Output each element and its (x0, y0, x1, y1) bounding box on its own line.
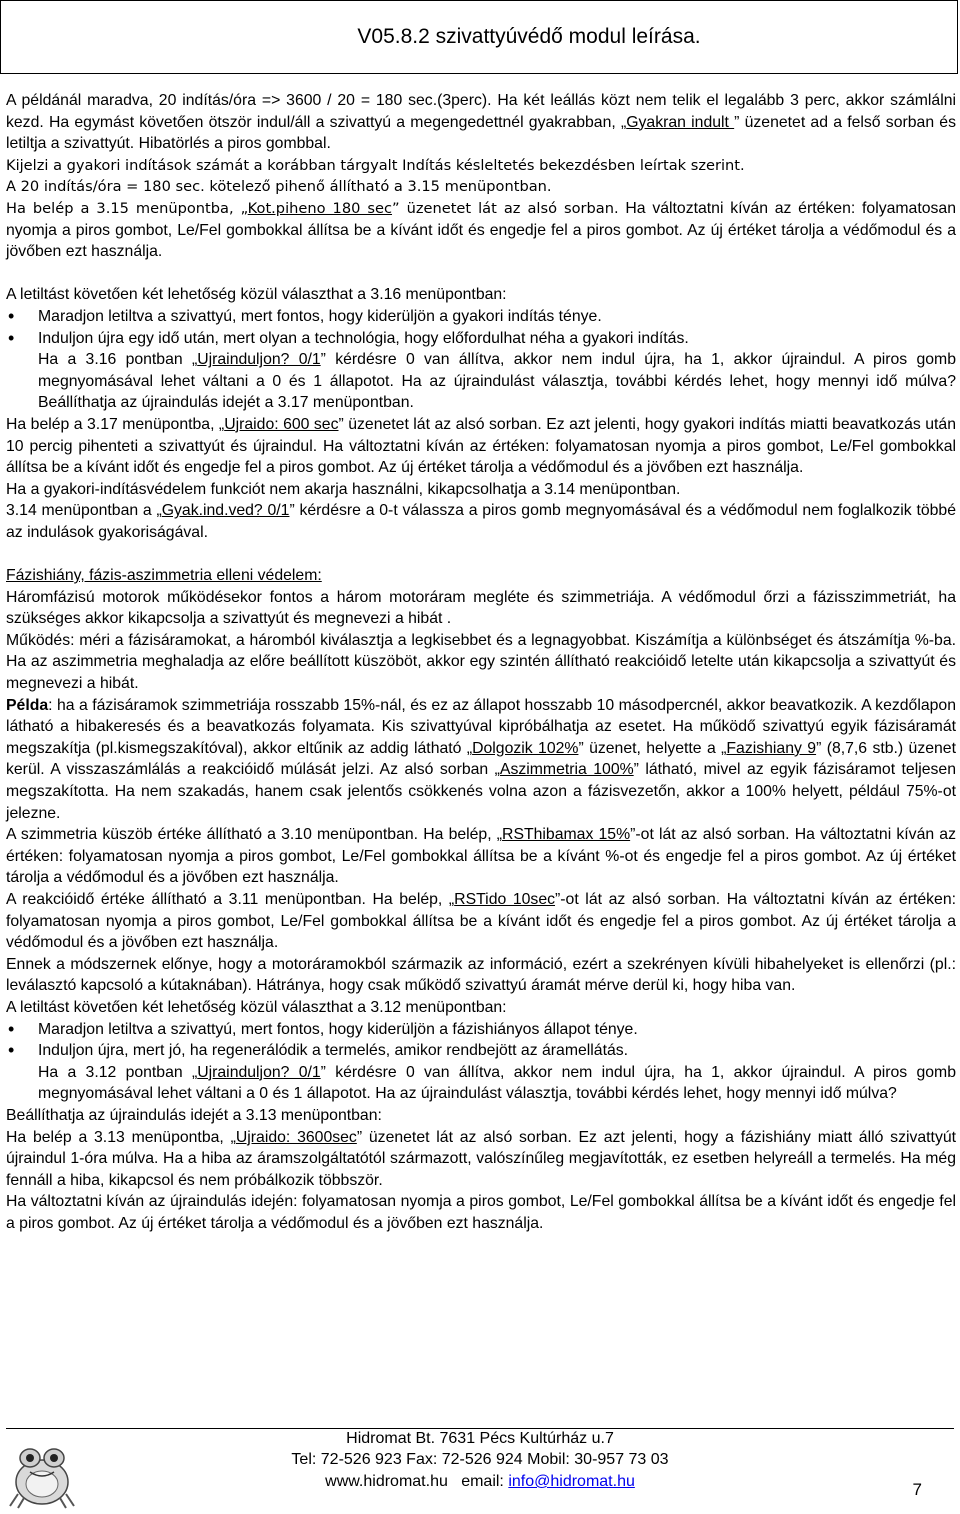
paragraph-disable-function: Ha a gyakori-indításvédelem funkciót nem akarja használni, kikapcsolhatja a 3.14 menüpontban. (6, 480, 681, 498)
paragraph-312-intro: A letiltást követően két lehetőség közül választhat a 3.12 menüpontban: (6, 998, 507, 1016)
footer-contacts: Tel: 72-526 923 Fax: 72-526 924 Mobil: 30-957 73 03 (291, 1451, 669, 1468)
email-link[interactable]: info@hidromat.hu (508, 1473, 635, 1490)
lcd-message-fazishiany: Fazishiany 9 (726, 739, 817, 757)
options-list-316 (6, 306, 956, 349)
lcd-message-dolgozik: Dolgozik 102% (472, 739, 579, 757)
lcd-message-gyakindved: Gyak.ind.ved? 0/1 (161, 502, 290, 520)
footer-company: Hidromat Bt. 7631 Pécs Kultúrház u.7 (346, 1430, 614, 1447)
page-number: 7 (912, 1480, 922, 1499)
page-footer (0, 1428, 960, 1514)
lcd-message-aszimmetria: Aszimmetria 100% (499, 761, 634, 779)
list-item: • Induljon újra, mert jó, ha regenerálódik a termelés, amikor rendbejött az áramellátás. (38, 1040, 956, 1062)
lcd-message-rsthibamax: RSThibamax 15% (502, 826, 631, 844)
paragraph-menu-311: A reakcióidő értéke állítható a 3.11 menüpontban. Ha belép, „RSTido 10sec”-ot lát az alsó sorban. Ha változtatni kíván az értéken: folyamatosan nyomja a piros gombot, Le/Fel gombokkal állítsa be a kívánt időt és engedje fel a piros gombot. Az új értéket tárolja a védőmodul és a jövőben ezt használja. (6, 890, 956, 952)
lcd-message-ujraido-313: Ujraido: 3600sec (235, 1128, 357, 1146)
lcd-message-rsttido: RSTido 10sec (454, 890, 556, 908)
options-list-312 (6, 1019, 956, 1062)
list-item: • Maradjon letiltva a szivattyú, mert fontos, hogy kiderüljön a gyakori indítás ténye. (38, 306, 956, 328)
paragraph-operation: Működés: méri a fázisáramokat, a háromból kiválasztja a legkisebbet és a legnagyobbat. Kiszámítja a különbséget és átszámítja %-ba. Ha az aszimmetria meghaladja az előre beállított küszöböt, akkor egy szintén állítható reakcióidő letelte után kikapcsolja a szivattyút és megnevezi a hibát. (6, 631, 956, 693)
lcd-message-kotpiheno: Kot.piheno 180 sec (247, 199, 393, 217)
paragraph-312-restart: Ha a 3.12 pontban „Ujrainduljon? 0/1” kérdésre 0 van állítva, akkor nem indul újra, ha 1, akkor újraindul. A piros gomb megnyomásával lehet váltani a 0 és 1 állapotot. Ha az újraindulást választja, további kérdés lehet, hogy mennyi idő múlva? (38, 1063, 956, 1103)
page-header (0, 0, 958, 74)
list-item: • Maradjon letiltva a szivattyú, mert fontos, hogy kiderüljön a fázishiányos állapot ténye. (38, 1019, 956, 1041)
paragraph-menu-313: Ha belép a 3.13 menüpontba, „Ujraido: 3600sec” üzenetet lát az alsó sorban. Ez azt jelenti, hogy a fázishiány miatt álló szivattyút újraindul 1-óra múlva. Ha a hiba az áramszolgáltatótól származott, valószínűleg megjavították, ez esetben helyreáll a termelés. Ha még fennáll a hiba, kikapcsol és nem próbálkozik többször. (6, 1128, 957, 1189)
lcd-message-ujraindul-312: Ujrainduljon? 0/1 (197, 1063, 321, 1081)
website-text: www.hidromat.hu (325, 1473, 448, 1490)
paragraph-restart-change: Ha változtatni kíván az újraindulás idején: folyamatosan nyomja a piros gombot, Le/Fel gombokkal állítsa be a kívánt időt és engedje fel a piros gombot. Az új értéket tárolja a védőmodul és a jövőben ezt használja. (6, 1193, 956, 1232)
document-body (6, 90, 956, 1234)
document-title: V05.8.2 szivattyúvédő modul leírása. (357, 25, 701, 48)
paragraph-pros-cons: Ennek a módszernek előnye, hogy a motoráramokból származik az információ, ezért a szekrényen kívüli hibahelyeket is ellenőrzi (pl.: leválasztó kapcsoló a kútaknában). Hátránya, hogy csak működő szivattyú áramát mérve derül ki, hogy hiba van. (6, 955, 956, 995)
paragraph-menu-317: Ha belép a 3.17 menüpontba, „Ujraido: 600 sec” üzenetet lát az alsó sorban. Ez azt jelenti, hogy gyakori indítás miatti beavatkozás után 10 percig pihenteti a szivattyút és újraindul. Ha változtatni kíván az értéken: folyamatosan nyomja a piros gombot, Le/Fel gombokkal állítsa be a kívánt időt és engedje fel a piros gombot. Az új értéket tárolja a védőmodul és a jövőben ezt használja. (6, 415, 956, 477)
paragraph-316-intro: A letiltást követően két lehetőség közül választhat a 3.16 menüpontban: (6, 286, 507, 304)
paragraph-rest-time: A 20 indítás/óra = 180 sec. kötelező pihenő állítható a 3.15 menüpontban. (6, 178, 552, 196)
lcd-message-ujraido: Ujraido: 600 sec (224, 415, 339, 433)
paragraph-example: Példa: ha a fázisáramok szimmetriája rosszabb 15%-nál, és ez az állapot hosszabb 10 másodpercnél, akkor beavatkozik. A kezdőlapon látható a hibakeresés és a beavatkozás folyamata. Kis szivattyúval kipróbálhatja az esetet. Ha működő szivattyú egyik fázisáramát megszakítja (pl.kismegszakítóval), akkor eltűnik az addig látható „Dolgozik 102%” üzenet, helyette a „Fazishiany 9” (8,7,6 stb.) üzenet kerül. A visszaszámlálás a reakcióidő múlását jelzi. Az alsó sorban „Aszimmetria 100%” látható, mivel az egyik fázisáramot teljesen megszakította. Ha nem szakadás, hanem csak jelentős csökkenés volna azon a fázisvezetőn, akkor a 100% helyett, például 75%-ot jelezne. (6, 696, 956, 822)
paragraph-frequent-start: A példánál maradva, 20 indítás/óra => 3600 / 20 = 180 sec.(3perc). Ha két leállás közt nem telik el legalább 3 perc, akkor számlálni kezd. Ha egymást követően ötször indul/áll a szivattyú a megengedettnél gyakrabban, „Gyakran indult ” üzenetet ad a felső sorban és letiltja a szivattyút. Hibatörlés a piros gombbal. (6, 92, 956, 153)
footer-divider (6, 1428, 954, 1429)
paragraph-counter-display: Kijelzi a gyakori indítások számát a korábban tárgyalt Indítás késleltetés bekezdésben leírtak szerint. (6, 156, 745, 174)
list-item: • Induljon újra egy idő után, mert olyan a technológia, hogy előfordulhat néha a gyakori indítás. (38, 328, 956, 350)
paragraph-phase-intro: Háromfázisú motorok működésekor fontos a három motoráram megléte és szimmetriája. A védőmodul őrzi a fázisszimmetriát, ha szükséges akkor kikapcsolja a szivattyút és megnevezi a hibát . (6, 588, 956, 628)
paragraph-menu-315: Ha belép a 3.15 menüpontba, „Kot.piheno 180 sec” üzenetet lát az alsó sorban. Ha változtatni kíván az értéken: folyamatosan nyomja a piros gombot, Le/Fel gombokkal állítsa be a kívánt időt és engedje fel a piros gombot. Az új értéket tárolja a védőmodul és a jövőben ezt használja. (6, 199, 956, 261)
footer-web-line: www.hidromat.hu email: info@hidromat.hu (325, 1473, 635, 1490)
lcd-message-gyakran: Gyakran indult (626, 113, 735, 131)
paragraph-menu-314: 3.14 menüpontban a „Gyak.ind.ved? 0/1” kérdésre a 0-t válassza a piros gomb megnyomásával és a védőmodul nem foglalkozik többé az indulások gyakoriságával. (6, 502, 956, 541)
paragraph-316-restart: Ha a 3.16 pontban „Ujrainduljon? 0/1” kérdésre 0 van állítva, akkor nem indul újra, ha 1, akkor újraindul. A piros gomb megnyomásával lehet váltani a 0 és 1 állapotot. Ha az újraindulást választja, további kérdés lehet, hogy mennyi idő múlva? Beállíthatja az újraindulás idejét a 3.17 menüpontban. (38, 351, 956, 412)
section-heading-phase: Fázishiány, fázis-aszimmetria elleni védelem: (6, 567, 322, 585)
paragraph-menu-310: A szimmetria küszöb értéke állítható a 3.10 menüpontban. Ha belép, „RSThibamax 15%”-ot lát az alsó sorban. Ha változtatni kíván az értéken: folyamatosan nyomja a piros gombot, Le/Fel gombokkal állítsa be a kívánt %-ot és engedje fel a piros gombot. Az új értéket tárolja a védőmodul és a jövőben ezt használja. (6, 826, 956, 887)
lcd-message-ujraindul: Ujrainduljon? 0/1 (197, 351, 321, 369)
paragraph-313-intro: Beállíthatja az újraindulás idejét a 3.13 menüpontban: (6, 1106, 382, 1124)
